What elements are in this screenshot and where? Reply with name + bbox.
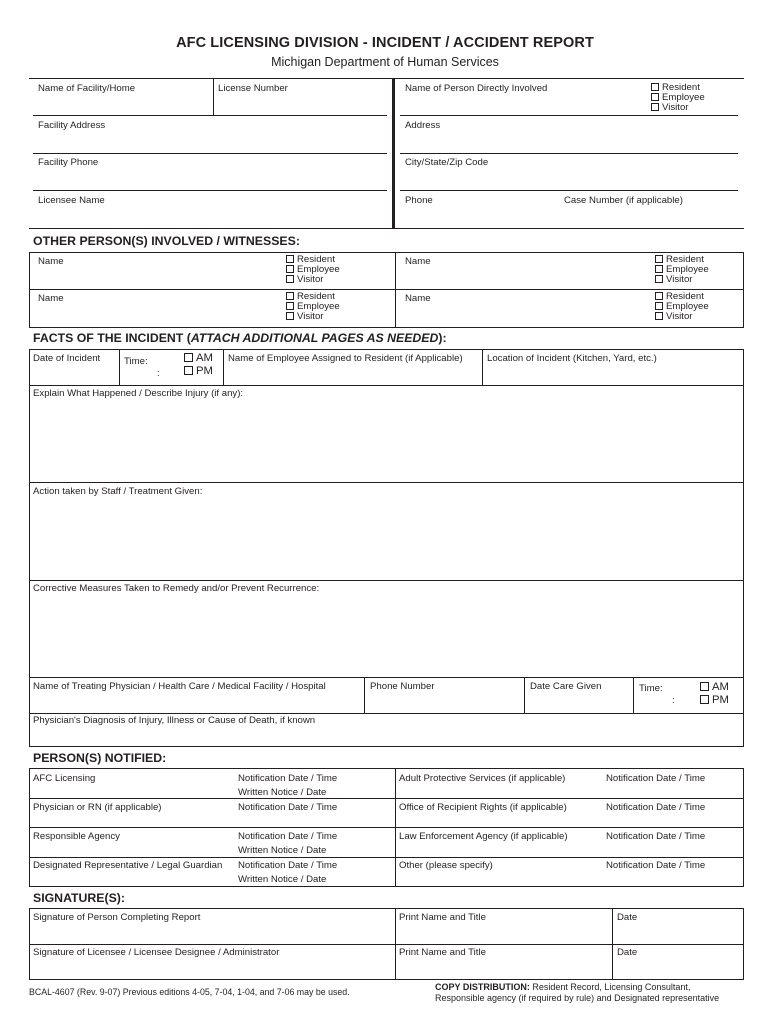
- person-role-checkboxes: [651, 83, 705, 114]
- checkbox-icon[interactable]: [184, 366, 193, 375]
- role-visitor-option[interactable]: Visitor: [651, 103, 705, 113]
- employee-assigned-field[interactable]: Name of Employee Assigned to Resident (if Applicable): [228, 353, 463, 364]
- agency-notification-date-field[interactable]: Notification Date / Time: [238, 831, 338, 842]
- checkbox-icon[interactable]: [286, 275, 294, 283]
- care-ampm-checkboxes: [700, 681, 729, 706]
- witness-2-name-field[interactable]: Name: [405, 256, 431, 267]
- role-employee-option[interactable]: Employee: [651, 93, 705, 103]
- witnesses-table: [29, 252, 744, 328]
- checkbox-icon[interactable]: [655, 302, 663, 310]
- corrective-measures-field[interactable]: Corrective Measures Taken to Remedy and/or Prevent Recurrence:: [33, 583, 320, 594]
- afc-notification-date-field[interactable]: Notification Date / Time: [238, 773, 338, 784]
- form-subtitle: Michigan Department of Human Services: [271, 55, 499, 69]
- role-employee-option[interactable]: Employee: [286, 265, 340, 275]
- checkbox-icon[interactable]: [286, 255, 294, 263]
- form-title: AFC LICENSING DIVISION - INCIDENT / ACCIDENT REPORT: [176, 35, 594, 51]
- incident-time-field[interactable]: Time:: [124, 356, 148, 367]
- am-option[interactable]: AM: [184, 352, 213, 365]
- role-employee-option[interactable]: Employee: [655, 265, 709, 275]
- responsible-agency-label: Responsible Agency: [33, 831, 120, 842]
- role-resident-option[interactable]: Resident: [651, 83, 705, 93]
- rep-written-notice-field[interactable]: Written Notice / Date: [238, 874, 327, 885]
- person-involved-field[interactable]: Name of Person Directly Involved: [405, 83, 548, 94]
- checkbox-icon[interactable]: [651, 103, 659, 111]
- copy-distribution: COPY DISTRIBUTION: Resident Record, Licensing Consultant, Responsible agency (if required by rule) and Designated representative: [435, 982, 720, 1003]
- rep-notification-date-field[interactable]: Notification Date / Time: [238, 860, 338, 871]
- afc-written-notice-field[interactable]: Written Notice / Date: [238, 787, 327, 798]
- checkbox-icon[interactable]: [286, 265, 294, 273]
- checkbox-icon[interactable]: [651, 93, 659, 101]
- witness-2-role-checkboxes: [655, 255, 709, 286]
- city-state-zip-field[interactable]: City/State/Zip Code: [405, 157, 489, 168]
- license-number-field[interactable]: License Number: [218, 83, 288, 94]
- witness-3-name-field[interactable]: Name: [38, 293, 64, 304]
- checkbox-icon[interactable]: [700, 695, 709, 704]
- am-option[interactable]: AM: [700, 681, 729, 694]
- witness-1-name-field[interactable]: Name: [38, 256, 64, 267]
- role-visitor-option[interactable]: Visitor: [286, 312, 340, 322]
- witness-1-role-checkboxes: [286, 255, 340, 286]
- afc-licensing-label: AFC Licensing: [33, 773, 96, 784]
- facility-name-field[interactable]: Name of Facility/Home: [38, 83, 136, 94]
- checkbox-icon[interactable]: [286, 292, 294, 300]
- signature-date-field-1[interactable]: Date: [617, 912, 638, 923]
- recipient-rights-label: Office of Recipient Rights (if applicable): [399, 802, 567, 813]
- facility-phone-field[interactable]: Facility Phone: [38, 157, 99, 168]
- pm-option[interactable]: PM: [184, 365, 213, 378]
- checkbox-icon[interactable]: [655, 255, 663, 263]
- signature-person-completing-field[interactable]: Signature of Person Completing Report: [33, 912, 201, 923]
- physician-notification-date-field[interactable]: Notification Date / Time: [238, 802, 338, 813]
- role-visitor-option[interactable]: Visitor: [286, 275, 340, 285]
- facts-heading: FACTS OF THE INCIDENT (ATTACH ADDITIONAL PAGES AS NEEDED):: [33, 331, 447, 345]
- phone-field[interactable]: Phone: [405, 195, 433, 206]
- checkbox-icon[interactable]: [700, 682, 709, 691]
- orr-notification-date-field[interactable]: Notification Date / Time: [606, 802, 706, 813]
- signatures-heading: SIGNATURE(S):: [33, 891, 125, 905]
- witness-4-role-checkboxes: [655, 292, 709, 323]
- role-visitor-option[interactable]: Visitor: [655, 275, 709, 285]
- designated-rep-label: Designated Representative / Legal Guardian: [33, 860, 223, 871]
- physician-phone-field[interactable]: Phone Number: [370, 681, 435, 692]
- role-resident-option[interactable]: Resident: [286, 255, 340, 265]
- witness-4-name-field[interactable]: Name: [405, 293, 431, 304]
- law-enforcement-label: Law Enforcement Agency (if applicable): [399, 831, 568, 842]
- witnesses-heading: OTHER PERSON(S) INVOLVED / WITNESSES:: [33, 234, 300, 248]
- role-resident-option[interactable]: Resident: [286, 292, 340, 302]
- checkbox-icon[interactable]: [651, 83, 659, 91]
- treating-physician-field[interactable]: Name of Treating Physician / Health Care / Medical Facility / Hospital: [33, 681, 326, 692]
- role-employee-option[interactable]: Employee: [286, 302, 340, 312]
- checkbox-icon[interactable]: [286, 312, 294, 320]
- checkbox-icon[interactable]: [655, 312, 663, 320]
- aps-notification-date-field[interactable]: Notification Date / Time: [606, 773, 706, 784]
- physician-diagnosis-field[interactable]: Physician's Diagnosis of Injury, Illness or Cause of Death, if known: [33, 715, 316, 726]
- signature-licensee-field[interactable]: Signature of Licensee / Licensee Designee / Administrator: [33, 947, 280, 958]
- law-notification-date-field[interactable]: Notification Date / Time: [606, 831, 706, 842]
- address-field[interactable]: Address: [405, 120, 441, 131]
- licensee-name-field[interactable]: Licensee Name: [38, 195, 105, 206]
- signature-date-field-2[interactable]: Date: [617, 947, 638, 958]
- date-of-incident-field[interactable]: Date of Incident: [33, 353, 101, 364]
- incident-ampm-checkboxes: [184, 352, 213, 377]
- role-resident-option[interactable]: Resident: [655, 255, 709, 265]
- agency-written-notice-field[interactable]: Written Notice / Date: [238, 845, 327, 856]
- checkbox-icon[interactable]: [655, 265, 663, 273]
- physician-rn-label: Physician or RN (if applicable): [33, 802, 162, 813]
- date-care-given-field[interactable]: Date Care Given: [530, 681, 602, 692]
- time-colon: :: [672, 695, 675, 706]
- incident-location-field[interactable]: Location of Incident (Kitchen, Yard, etc.): [487, 353, 657, 364]
- print-name-title-field-1[interactable]: Print Name and Title: [399, 912, 486, 923]
- notified-heading: PERSON(S) NOTIFIED:: [33, 751, 167, 765]
- role-employee-option[interactable]: Employee: [655, 302, 709, 312]
- checkbox-icon[interactable]: [655, 292, 663, 300]
- action-taken-field[interactable]: Action taken by Staff / Treatment Given:: [33, 486, 203, 497]
- role-visitor-option[interactable]: Visitor: [655, 312, 709, 322]
- form-number: BCAL-4607 (Rev. 9-07) Previous editions 4-05, 7-04, 1-04, and 7-06 may be used.: [29, 987, 350, 997]
- care-time-field[interactable]: Time:: [639, 683, 663, 694]
- checkbox-icon[interactable]: [286, 302, 294, 310]
- top-section: [0, 0, 770, 230]
- adult-protective-label: Adult Protective Services (if applicable): [399, 773, 566, 784]
- pm-option[interactable]: PM: [700, 694, 729, 707]
- other-notification-date-field[interactable]: Notification Date / Time: [606, 860, 706, 871]
- explain-what-happened-field[interactable]: Explain What Happened / Describe Injury (if any):: [33, 388, 244, 399]
- case-number-field[interactable]: Case Number (if applicable): [564, 195, 683, 206]
- witness-3-role-checkboxes: [286, 292, 340, 323]
- print-name-title-field-2[interactable]: Print Name and Title: [399, 947, 486, 958]
- facility-address-field[interactable]: Facility Address: [38, 120, 106, 131]
- role-resident-option[interactable]: Resident: [655, 292, 709, 302]
- other-label: Other (please specify): [399, 860, 493, 871]
- checkbox-icon[interactable]: [655, 275, 663, 283]
- time-colon: :: [157, 368, 160, 379]
- checkbox-icon[interactable]: [184, 353, 193, 362]
